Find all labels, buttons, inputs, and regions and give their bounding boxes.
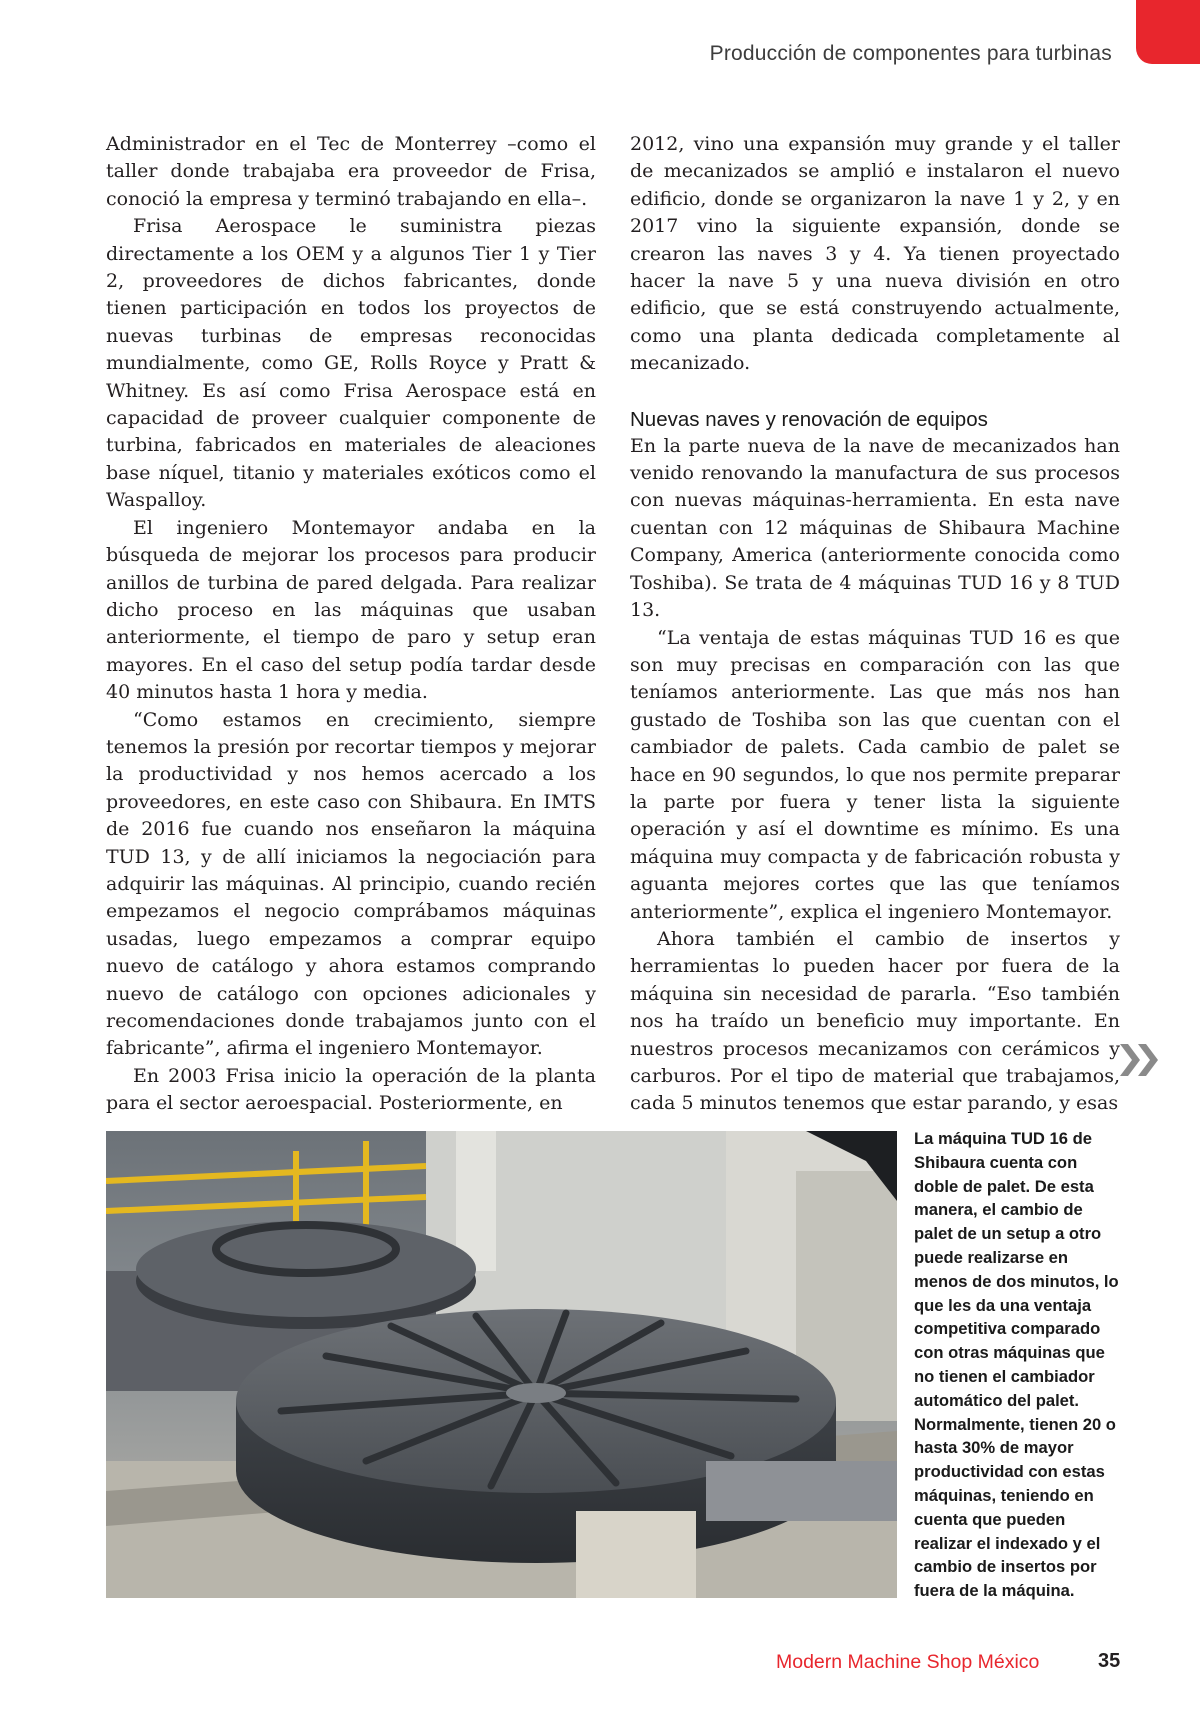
paragraph: El ingeniero Montemayor andaba en la búsqueda de mejorar los procesos para producir anillos de turbina de pared delgada. Para realizar dicho proceso en las máquinas que usaban anteriormente, el tiempo de paro y setup eran mayores. En el caso del setup podía tardar desde 40 minutos hasta 1 hora y media. xyxy=(106,516,596,704)
paragraph: Frisa Aerospace le suministra piezas directamente a los OEM y a algunos Tier 1 y Tier 2, proveedores de dichos fabricantes, donde tienen participación en todos los proyectos de nuevas turbinas de empresas reconocidas mundialmente, como GE, Rolls Royce y Pratt & Whitney. Es así como Frisa Aerospace está en capacidad de proveer cualquier componente de turbina, fabricados en materiales de aleaciones base níquel, titanio y materiales exóticos como el Waspalloy. xyxy=(106,215,596,512)
double-chevron-right-icon xyxy=(1118,1040,1164,1080)
paragraph: En la parte nueva de la nave de mecanizados han venido renovando la manufactura de sus procesos con nuevas máquinas-herramienta. En esta nave cuentan con 12 máquinas de Shibaura Machine Company, America (anteriormente conocida como Toshiba). Se trata de 4 máquinas TUD 16 y 8 TUD 13. xyxy=(630,434,1120,622)
article-right-column xyxy=(630,131,1120,1118)
paragraph: “La ventaja de estas máquinas TUD 16 es que son muy precisas en comparación con las que teníamos anteriormente. Las que más nos han gustado de Toshiba son las que cuentan con el cambiador de palets. Cada cambio de palet se hace en 90 segundos, lo que nos permite preparar la parte por fuera y tener lista la siguiente operación y así el downtime es mínimo. Es una máquina muy compacta y de fabricación robusta y aguanta mejores cortes que las que teníamos anteriormente”, explica el ingeniero Montemayor. xyxy=(630,626,1120,923)
paragraph: Administrador en el Tec de Monterrey –como el taller donde trabajaba era proveedor de Frisa, conoció la empresa y terminó trabajando en ella–. xyxy=(106,133,596,210)
paragraph: Ahora también el cambio de insertos y herramientas lo pueden hacer por fuera de la máquina sin necesidad de pararla. “Eso también nos ha traído un beneficio muy importante. En nuestros procesos mecanizamos con cerámicos y carburos. Por el tipo de material que trabajamos, cada 5 minutos tenemos que estar parando, y esas xyxy=(630,927,1120,1115)
figure-caption: La máquina TUD 16 de Shibaura cuenta con doble de palet. De esta manera, el cambio de palet de un setup a otro puede realizarse en menos de dos minutos, lo que les da una ventaja competitiva comparado con otras máquinas que no tienen el cambiador automático del palet. Normalmente, tienen 20 o hasta 30% de mayor productividad con estas máquinas, teniendo en cuenta que pueden realizar el indexado y el cambio de insertos por fuera de la máquina. xyxy=(914,1129,1119,1601)
running-header: Producción de componentes para turbinas xyxy=(709,42,1112,65)
paragraph: 2012, vino una expansión muy grande y el taller de mecanizados se amplió e instalaron el nuevo edificio, donde se organizaron la nave 1 y 2, y en 2017 vino la siguiente expansión, donde se crearon las naves 3 y 4. Ya tienen proyectado hacer la nave 5 y una nueva división en otro edificio, que se está construyendo actualmente, como una planta dedicada completamente al mecanizado. xyxy=(630,133,1120,375)
machine-photo xyxy=(106,1131,897,1598)
section-subheading: Nuevas naves y renovación de equipos xyxy=(630,407,988,431)
corner-tab xyxy=(1136,0,1200,64)
article-left-column xyxy=(106,131,596,1118)
page-number: 35 xyxy=(1098,1650,1121,1672)
paragraph: “Como estamos en crecimiento, siempre tenemos la presión por recortar tiempos y mejorar la productividad y nos hemos acercado a los proveedores, en este caso con Shibaura. En IMTS de 2016 fue cuando nos enseñaron la máquina TUD 13, y de allí iniciamos la negociación para adquirir las máquinas. Al principio, cuando recién empezamos el negocio comprábamos máquinas usadas, luego empezamos a comprar equipo nuevo de catálogo y ahora estamos comprando nuevo de catálogo con opciones adicionales y recomendaciones donde trabajamos junto con el fabricante”, afirma el ingeniero Montemayor. xyxy=(106,708,596,1060)
paragraph: En 2003 Frisa inicio la operación de la planta para el sector aeroespacial. Posteriormente, en xyxy=(106,1064,596,1115)
publication-name: Modern Machine Shop México xyxy=(776,1651,1040,1673)
